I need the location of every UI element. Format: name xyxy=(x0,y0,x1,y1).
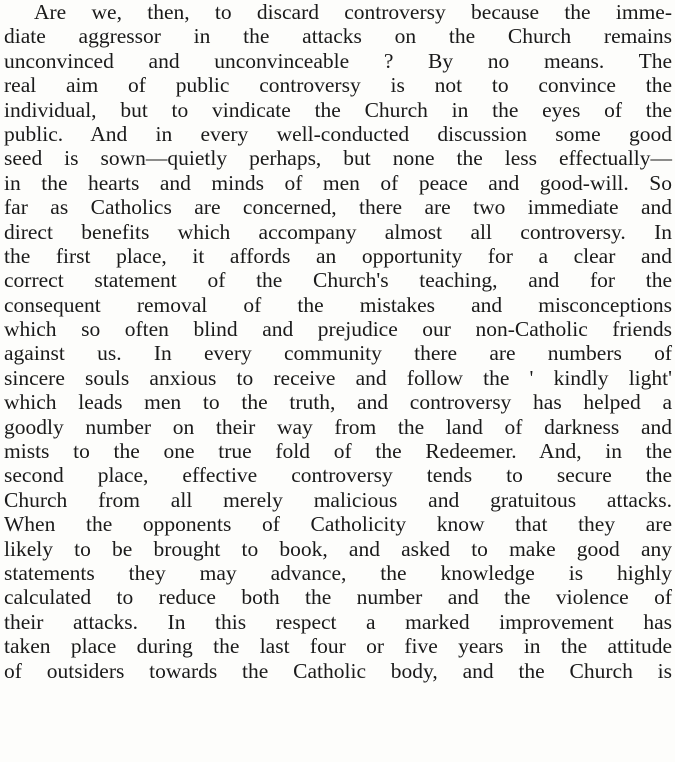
text-line: correct statement of the Church's teaching, and for the xyxy=(4,268,672,293)
text-line: Church from all merely malicious and gratuitous attacks. xyxy=(4,487,672,512)
text-line: the first place, it affords an opportunity for a clear and xyxy=(4,243,672,268)
text-line: sincere souls anxious to receive and follow the ' kindly light' xyxy=(4,365,672,390)
text-line: statements they may advance, the knowledge is highly xyxy=(4,560,672,585)
text-line: individual, but to vindicate the Church in the eyes of the xyxy=(4,97,672,122)
text-line: mists to the one true fold of the Redeemer. And, in the xyxy=(4,439,672,464)
text-line: diate aggressor in the attacks on the Church remains xyxy=(4,24,672,49)
text-line: far as Catholics are concerned, there are two immediate and xyxy=(4,195,672,220)
text-line: which leads men to the truth, and controversy has helped a xyxy=(4,390,672,415)
text-line: Are we, then, to discard controversy because the imme- xyxy=(34,0,672,24)
text-line: their attacks. In this respect a marked improvement has xyxy=(4,609,672,634)
text-line: second place, effective controversy tends to secure the xyxy=(4,463,672,488)
text-line: public. And in every well-conducted discussion some good xyxy=(4,121,672,146)
text-line: seed is sown—quietly perhaps, but none the less effectually— xyxy=(4,146,672,171)
text-line: of outsiders towards the Catholic body, and the Church is xyxy=(4,658,672,683)
text-line: consequent removal of the mistakes and misconceptions xyxy=(4,292,672,317)
text-line: When the opponents of Catholicity know that they are xyxy=(4,512,672,537)
text-line: against us. In every community there are numbers of xyxy=(4,341,672,366)
text-line: calculated to reduce both the number and the violence of xyxy=(4,585,672,610)
text-line: direct benefits which accompany almost all controversy. In xyxy=(4,219,672,244)
text-line: taken place during the last four or five years in the attitude xyxy=(4,634,672,659)
text-line: real aim of public controversy is not to convince the xyxy=(4,73,672,98)
text-line: likely to be brought to book, and asked to make good any xyxy=(4,536,672,561)
text-line: unconvinced and unconvinceable ? By no means. The xyxy=(4,48,672,73)
text-line: goodly number on their way from the land of darkness and xyxy=(4,414,672,439)
paragraph xyxy=(4,0,672,683)
text-line: which so often blind and prejudice our non-Catholic friends xyxy=(4,317,672,342)
text-line: in the hearts and minds of men of peace and good-will. So xyxy=(4,170,672,195)
